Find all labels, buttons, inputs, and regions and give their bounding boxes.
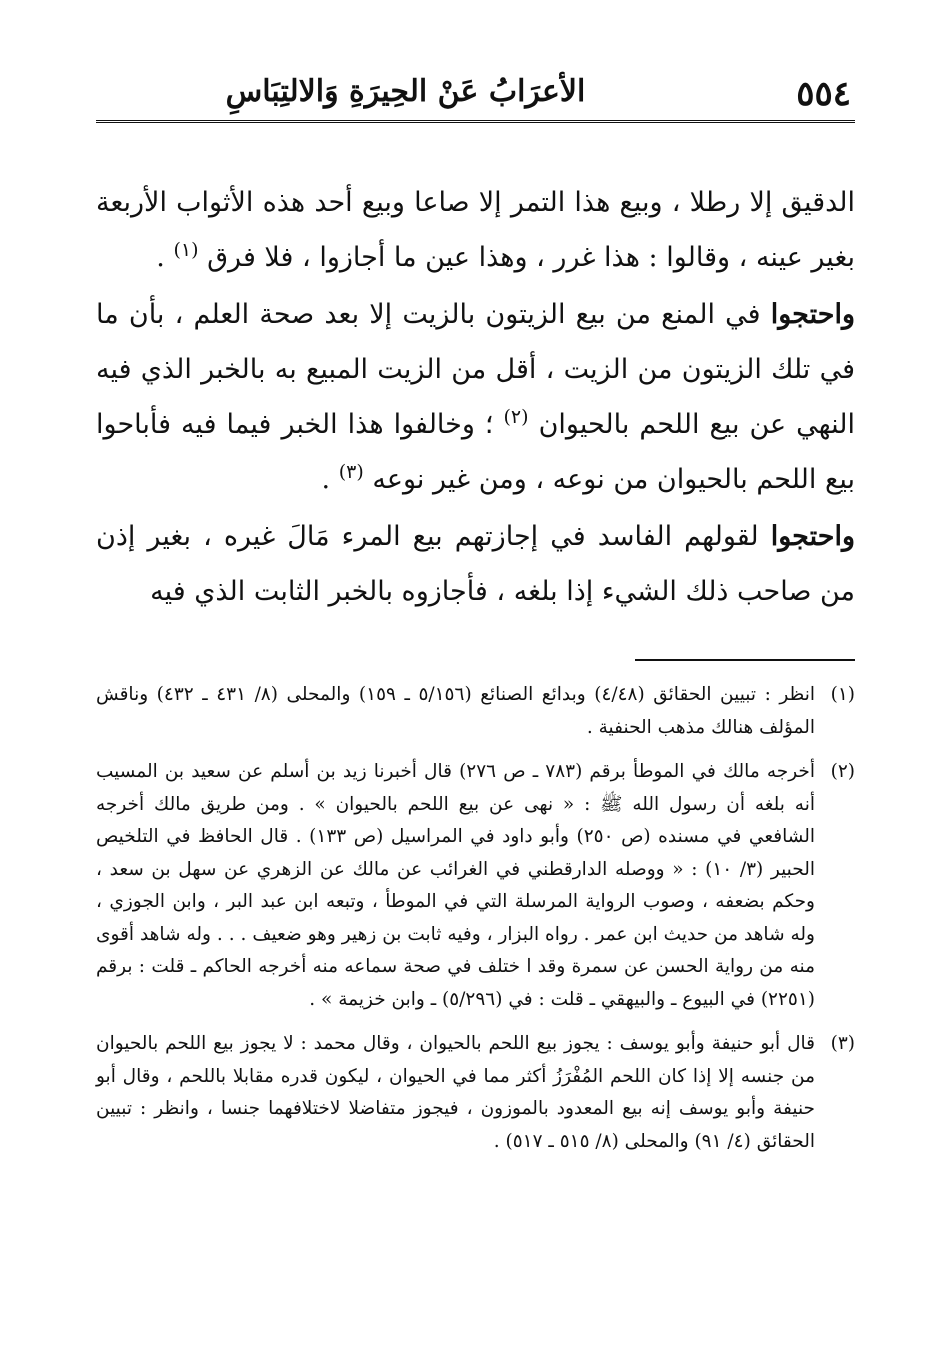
paragraph-2-text: في المنع من بيع الزيتون بالزيت إلا بعد صحة العلم ، بأن ما في تلك الزيتون من الزيت ، أقل من الزيت المبيع به بالخبر الذي فيه النهي عن بيع اللحم بالحيوان — [96, 299, 855, 440]
paragraph-3 — [96, 509, 855, 619]
paragraph-1-tail: . — [156, 242, 174, 273]
footnote-2-text: أخرجه مالك في الموطأ برقم (٧٨٣ ـ ص ٢٧٦) قال أخبرنا زيد بن أسلم عن سعيد بن المسيب أنه بلغه أن رسول الله ﷺ : « نهى عن بيع اللحم بالحيوان » . ومن طريق مالك أخرجه الشافعي في مسنده (ص ٢٥٠) وأبو داود في المراسيل (ص ١٣٣) . قال الحافظ في التلخيص الحبير (٣/ ١٠) : « ووصله الدارقطني في الغرائب عن مالك عن الزهري عن سهل بن سعد ، وحكم بضعفه ، وصوب الرواية المرسلة التي في الموطأ ، وتبعه ابن عبد البر ، وابن الجوزي ، وله شاهد من حديث ابن عمر . رواه البزار ، وفيه ثابت بن زهير وهو ضعيف . . . وله شاهد أقوى منه من رواية الحسن عن سمرة وقد ا ختلف في صحة سماعه منه أخرجه الحاكم ـ قلت : برقم (٢٢٥١) في البيوع ـ والبيهقي ـ قلت : في (٥/٢٩٦) ـ وابن خزيمة » . — [96, 761, 816, 1010]
footnote-1-number: (١) — [830, 684, 855, 705]
footnotes — [96, 679, 855, 1158]
paragraph-2-tail-2: . — [321, 464, 339, 495]
footnote-ref-2: (٢) — [503, 406, 529, 428]
footnote-2-number: (٢) — [830, 761, 855, 782]
footnote-separator-wrap — [96, 619, 855, 679]
paragraph-2-lead: واحتجوا — [770, 299, 855, 330]
book-page — [96, 70, 855, 1329]
footnote-2 — [96, 756, 855, 1016]
footnote-ref-3: (٣) — [338, 461, 364, 483]
paragraph-2-tail: ؛ وخالفوا هذا الخبر فيما فيه فأباحوا بيع اللحم بالحيوان من نوعه ، ومن غير نوعه — [96, 409, 855, 495]
running-header — [96, 70, 855, 123]
footnote-1 — [96, 679, 855, 744]
main-text — [96, 175, 855, 619]
book-title: الأعرَابُ عَنْ الحِيرَةِ وَالالتِبَاسِ — [225, 74, 586, 109]
paragraph-3-text: لقولهم الفاسد في إجازتهم بيع المرء مَالَ غيره ، بغير إذن من صاحب ذلك الشيء إذا بلغه ، فأجازوه بالخبر الثابت الذي فيه — [96, 521, 855, 607]
footnote-3-number: (٣) — [830, 1033, 855, 1054]
paragraph-1-text: الدقيق إلا رطلا ، وبيع هذا التمر إلا صاعا وبيع أحد هذه الأثواب الأربعة بغير عينه ، وقالوا : هذا غرر ، وهذا عين ما أجازوا ، فلا فرق — [96, 187, 855, 273]
paragraph-2 — [96, 287, 855, 507]
paragraph-1 — [96, 175, 855, 285]
footnote-1-text: انظر : تبيين الحقائق (٤/٤٨) وبدائع الصنائع (٥/١٥٦ ـ ١٥٩) والمحلى (٨/ ٤٣١ ـ ٤٣٢) وناقش المؤلف هنالك مذهب الحنفية . — [96, 684, 816, 738]
footnote-3 — [96, 1028, 855, 1158]
page-number: ٥٥٤ — [796, 74, 851, 114]
footnote-3-text: قال أبو حنيفة وأبو يوسف : يجوز بيع اللحم بالحيوان ، وقال محمد : لا يجوز بيع اللحم بالحيوان من جنسه إلا إذا كان اللحم المُفْرَزُ أكثر مما في الحيوان ، ليكون قدره مقابلا باللحم ، وقال أبو حنيفة وأبو يوسف إنه بيع المعدود بالموزون ، فيجوز متفاضلا لاختلافهما جنسا ، وانظر : تبيين الحقائق (٤/ ٩١) والمحلى (٨/ ٥١٥ ـ ٥١٧) . — [96, 1033, 815, 1152]
footnote-ref-1: (١) — [173, 239, 199, 261]
footnote-separator — [635, 659, 855, 661]
paragraph-3-lead: واحتجوا — [770, 521, 855, 552]
